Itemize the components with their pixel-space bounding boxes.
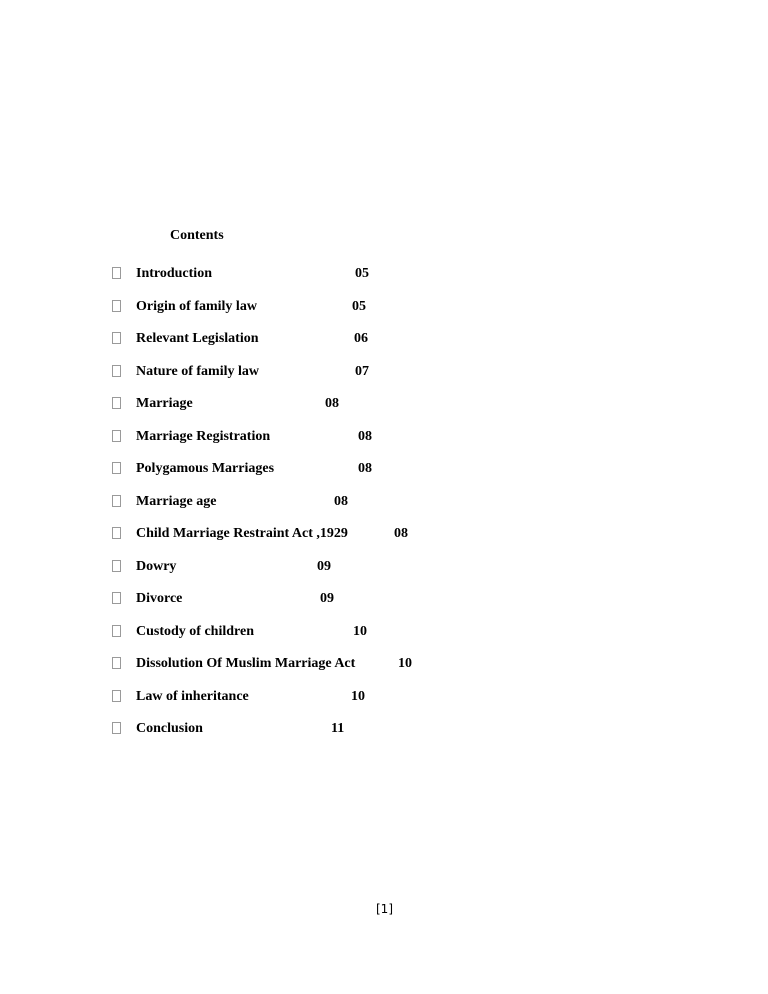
toc-item-label: Marriage Registration bbox=[136, 428, 271, 444]
toc-item-page: 11 bbox=[331, 721, 345, 736]
bullet-icon bbox=[112, 625, 121, 637]
toc-item-label: Relevant Legislation bbox=[136, 331, 259, 346]
toc-item-page: 08 bbox=[358, 461, 372, 476]
toc-item-page: 08 bbox=[394, 526, 408, 541]
bullet-icon bbox=[112, 365, 121, 377]
toc-item-page: 08 bbox=[325, 396, 339, 411]
toc-item-label: Dowry bbox=[136, 558, 177, 574]
toc-item-label: Polygamous Marriages bbox=[136, 461, 275, 476]
toc-item-nature-of-family-law bbox=[112, 363, 512, 396]
toc-item-divorce bbox=[112, 590, 512, 623]
toc-item-marriage-registration bbox=[112, 428, 512, 461]
bullet-icon bbox=[112, 397, 121, 409]
bullet-icon bbox=[112, 462, 121, 474]
toc-item-page: 07 bbox=[355, 363, 369, 379]
page-number: [1] bbox=[376, 902, 393, 916]
bullet-icon bbox=[112, 332, 121, 344]
toc-item-label: Introduction bbox=[136, 266, 212, 281]
toc-item-conclusion bbox=[112, 720, 512, 753]
toc-item-page: 10 bbox=[398, 656, 412, 671]
toc-item-label: Dissolution Of Muslim Marriage Act bbox=[136, 656, 356, 671]
toc-item-introduction bbox=[112, 265, 512, 298]
toc-item-marriage bbox=[112, 395, 512, 428]
toc-item-label: Custody of children bbox=[136, 623, 254, 639]
toc-item-marriage-age bbox=[112, 493, 512, 526]
toc-item-dissolution-of-muslim-marriage-act bbox=[112, 655, 512, 688]
toc-item-relevant-legislation bbox=[112, 330, 512, 363]
bullet-icon bbox=[112, 592, 121, 604]
toc-item-page: 09 bbox=[317, 558, 331, 574]
toc-item-page: 05 bbox=[355, 266, 369, 281]
toc-item-label: Child Marriage Restraint Act ,1929 bbox=[136, 526, 348, 541]
toc-item-law-of-inheritance bbox=[112, 688, 512, 721]
toc-item-page: 08 bbox=[334, 493, 348, 509]
toc-item-page: 08 bbox=[358, 428, 372, 444]
bullet-icon bbox=[112, 560, 121, 572]
toc-item-page: 06 bbox=[354, 331, 368, 346]
toc-item-page: 10 bbox=[351, 688, 365, 704]
toc-item-dowry bbox=[112, 558, 512, 591]
toc-title: Contents bbox=[170, 228, 224, 243]
toc-item-page: 09 bbox=[320, 591, 334, 606]
toc-item-child-marriage-restraint-act bbox=[112, 525, 512, 558]
bullet-icon bbox=[112, 267, 121, 279]
bullet-icon bbox=[112, 495, 121, 507]
bullet-icon bbox=[112, 430, 121, 442]
bullet-icon bbox=[112, 527, 121, 539]
toc-list bbox=[112, 265, 512, 753]
toc-item-label: Marriage bbox=[136, 396, 193, 411]
toc-item-label: Divorce bbox=[136, 591, 183, 606]
bullet-icon bbox=[112, 690, 121, 702]
bullet-icon bbox=[112, 722, 121, 734]
toc-item-label: Conclusion bbox=[136, 721, 203, 736]
bullet-icon bbox=[112, 300, 121, 312]
toc-item-custody-of-children bbox=[112, 623, 512, 656]
toc-item-label: Nature of family law bbox=[136, 363, 259, 379]
toc-item-label: Marriage age bbox=[136, 493, 217, 509]
toc-item-label: Origin of family law bbox=[136, 298, 257, 314]
toc-item-polygamous-marriages bbox=[112, 460, 512, 493]
toc-item-origin-of-family-law bbox=[112, 298, 512, 331]
toc-item-page: 10 bbox=[353, 623, 367, 639]
toc-item-page: 05 bbox=[352, 298, 366, 314]
bullet-icon bbox=[112, 657, 121, 669]
toc-item-label: Law of inheritance bbox=[136, 688, 249, 704]
